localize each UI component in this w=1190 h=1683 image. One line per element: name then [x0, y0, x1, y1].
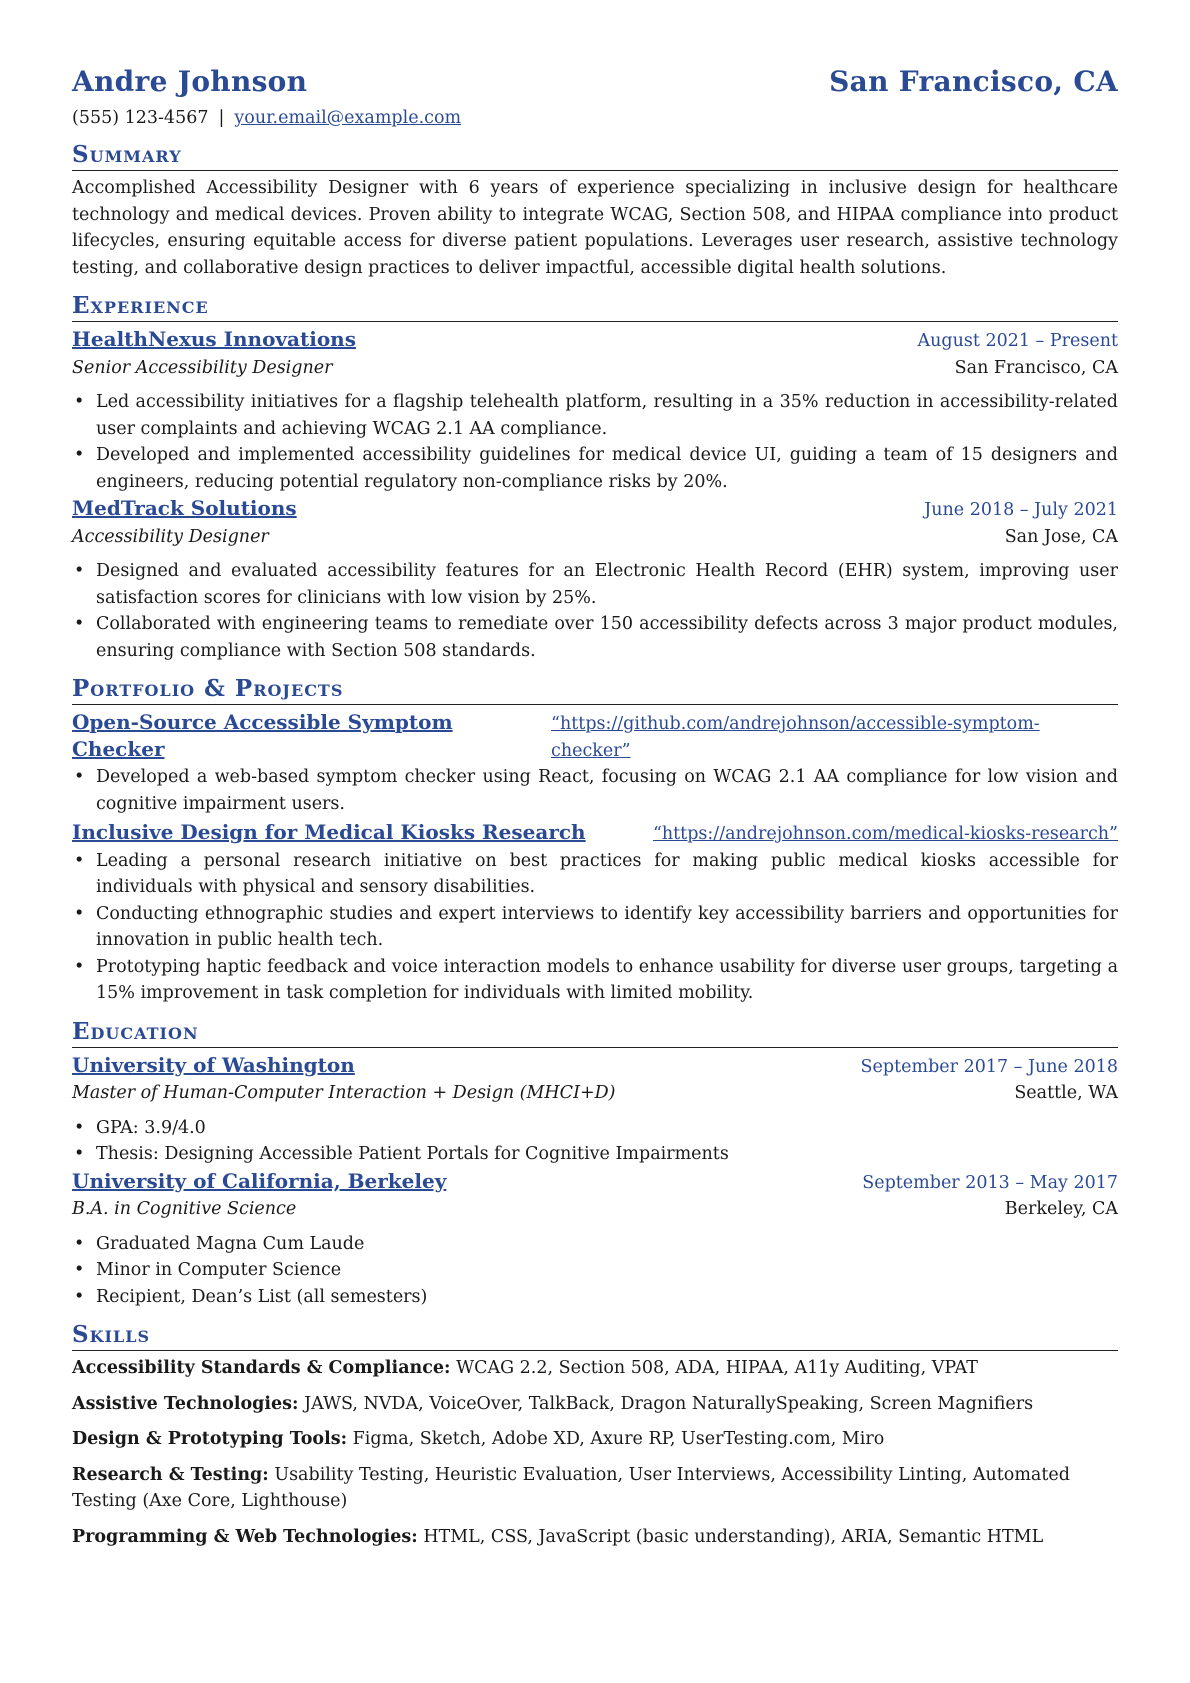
contact-separator: |: [218, 108, 225, 128]
degree: Master of Human-Computer Interaction + Design (MHCI+D): [72, 1083, 616, 1103]
school-location: Seattle, WA: [1014, 1083, 1118, 1103]
skill-value: Usability Testing, Heuristic Evaluation, User Interviews, Accessibility Linting, Automated Testing (Axe Core, Lighthouse): [72, 1464, 1070, 1511]
skill-row: [72, 1524, 1118, 1551]
education-dates: September 2017 – June 2018: [860, 1056, 1118, 1077]
list-item: • GPA: 3.9/4.0: [96, 1115, 1118, 1142]
list-item: • Developed a web-based symptom checker using React, focusing on WCAG 2.1 AA compliance for low vision and cognitive impairment users.: [96, 764, 1118, 817]
contact-line: [72, 106, 1118, 130]
project-entry: [72, 819, 1118, 1007]
list-item: • Led accessibility initiatives for a flagship telehealth platform, resulting in a 35% reduction in accessibility-related user complaints and achieving WCAG 2.1 AA compliance.: [96, 389, 1118, 442]
experience-entry: [72, 326, 1118, 495]
skill-row: [72, 1426, 1118, 1453]
skill-value: Figma, Sketch, Adobe XD, Axure RP, UserTesting.com, Miro: [352, 1429, 885, 1449]
skill-label: Assistive Technologies:: [72, 1393, 299, 1414]
header: [72, 64, 1118, 100]
project-name[interactable]: Inclusive Design for Medical Kiosks Research: [72, 820, 586, 844]
candidate-location: San Francisco, CA: [829, 65, 1118, 98]
education-entry: [72, 1168, 1118, 1311]
summary-text: Accomplished Accessibility Designer with 6 years of experience specializing in inclusive design for healthcare technology and medical devices. Proven ability to integrate WCAG, Section 508, and HIPAA compliance into product lifecycles, ensuring equitable access for diverse patient populations. Leverages user research, assistive technology testing, and collaborative design practices to deliver impactful, accessible digital health solutions.: [72, 178, 1118, 278]
project-bullets: [72, 764, 1118, 817]
job-dates: August 2021 – Present: [917, 331, 1118, 351]
phone: (555) 123-4567: [72, 108, 209, 128]
list-item: • Leading a personal research initiative on best practices for making public medical kiosks accessible for individuals with physical and sensory disabilities.: [96, 848, 1118, 901]
list-item: • Designed and evaluated accessibility features for an Electronic Health Record (EHR) system, improving user satisfaction scores for clinicians with low vision by 25%.: [96, 558, 1118, 611]
skill-label: Research & Testing:: [72, 1464, 269, 1485]
job-title: Senior Accessibility Designer: [72, 357, 333, 378]
company-name[interactable]: HealthNexus Innovations: [72, 327, 356, 351]
education-entry: [72, 1052, 1118, 1168]
list-item: • Recipient, Dean’s List (all semesters): [96, 1284, 1118, 1311]
candidate-name: Andre Johnson: [72, 65, 308, 98]
education-dates: September 2013 – May 2017: [862, 1172, 1118, 1193]
list-item: • Prototyping haptic feedback and voice interaction models to enhance usability for diverse user groups, targeting a 15% improvement in task completion for individuals with limited mobility.: [96, 954, 1118, 1007]
education-bullets: [72, 1115, 1118, 1168]
education-bullets: [72, 1231, 1118, 1311]
company-name[interactable]: MedTrack Solutions: [72, 496, 297, 520]
list-item: • Conducting ethnographic studies and expert interviews to identify key accessibility barriers and opportunities for innovation in public health tech.: [96, 901, 1118, 954]
skill-row: [72, 1391, 1118, 1418]
skill-label: Programming & Web Technologies:: [72, 1526, 418, 1547]
experience-entry: [72, 495, 1118, 664]
school-location: Berkeley, CA: [1004, 1199, 1118, 1219]
section-title-experience: Experience: [72, 291, 1118, 322]
job-dates: June 2018 – July 2021: [924, 500, 1118, 520]
school-name[interactable]: University of California, Berkeley: [72, 1168, 447, 1193]
list-item: • Graduated Magna Cum Laude: [96, 1231, 1118, 1258]
list-item: • Developed and implemented accessibility guidelines for medical device UI, guiding a team of 15 designers and engineers, reducing potential regulatory non-compliance risks by 20%.: [96, 442, 1118, 495]
skill-value: HTML, CSS, JavaScript (basic understanding), ARIA, Semantic HTML: [423, 1526, 1044, 1547]
list-item: • Collaborated with engineering teams to remediate over 150 accessibility defects across 3 major product modules, ensuring compliance with Section 508 standards.: [96, 611, 1118, 664]
list-item: • Minor in Computer Science: [96, 1257, 1118, 1284]
skill-value: JAWS, NVDA, VoiceOver, TalkBack, Dragon NaturallySpeaking, Screen Magnifiers: [304, 1393, 1034, 1414]
skill-row: [72, 1462, 1118, 1515]
skill-row: [72, 1355, 1118, 1382]
school-name[interactable]: University of Washington: [72, 1052, 355, 1077]
skill-label: Accessibility Standards & Compliance:: [72, 1358, 451, 1378]
section-title-projects: Portfolio & Projects: [72, 674, 1118, 705]
job-title: Accessibility Designer: [72, 526, 269, 547]
email-link[interactable]: your.email@example.com: [234, 108, 462, 128]
skill-value: WCAG 2.2, Section 508, ADA, HIPAA, A11y Auditing, VPAT: [456, 1358, 978, 1378]
job-location: San Francisco, CA: [954, 357, 1118, 378]
job-location: San Jose, CA: [1004, 526, 1118, 547]
degree: B.A. in Cognitive Science: [72, 1199, 297, 1219]
section-title-education: Education: [72, 1017, 1118, 1048]
project-name[interactable]: Open-Source Accessible Symptom Checker: [72, 710, 453, 761]
project-entry: [72, 709, 1118, 817]
skills-list: [72, 1355, 1118, 1550]
job-bullets: [72, 389, 1118, 495]
section-title-skills: Skills: [72, 1320, 1118, 1351]
project-bullets: [72, 848, 1118, 1007]
job-bullets: [72, 558, 1118, 664]
project-link[interactable]: “https://github.com/andrejohnson/accessible-symptom-checker”: [551, 714, 1040, 761]
section-title-summary: Summary: [72, 140, 1118, 171]
list-item: • Thesis: Designing Accessible Patient Portals for Cognitive Impairments: [96, 1141, 1118, 1168]
project-link[interactable]: “https://andrejohnson.com/medical-kiosks-research”: [652, 824, 1118, 844]
skill-label: Design & Prototyping Tools:: [72, 1429, 348, 1449]
